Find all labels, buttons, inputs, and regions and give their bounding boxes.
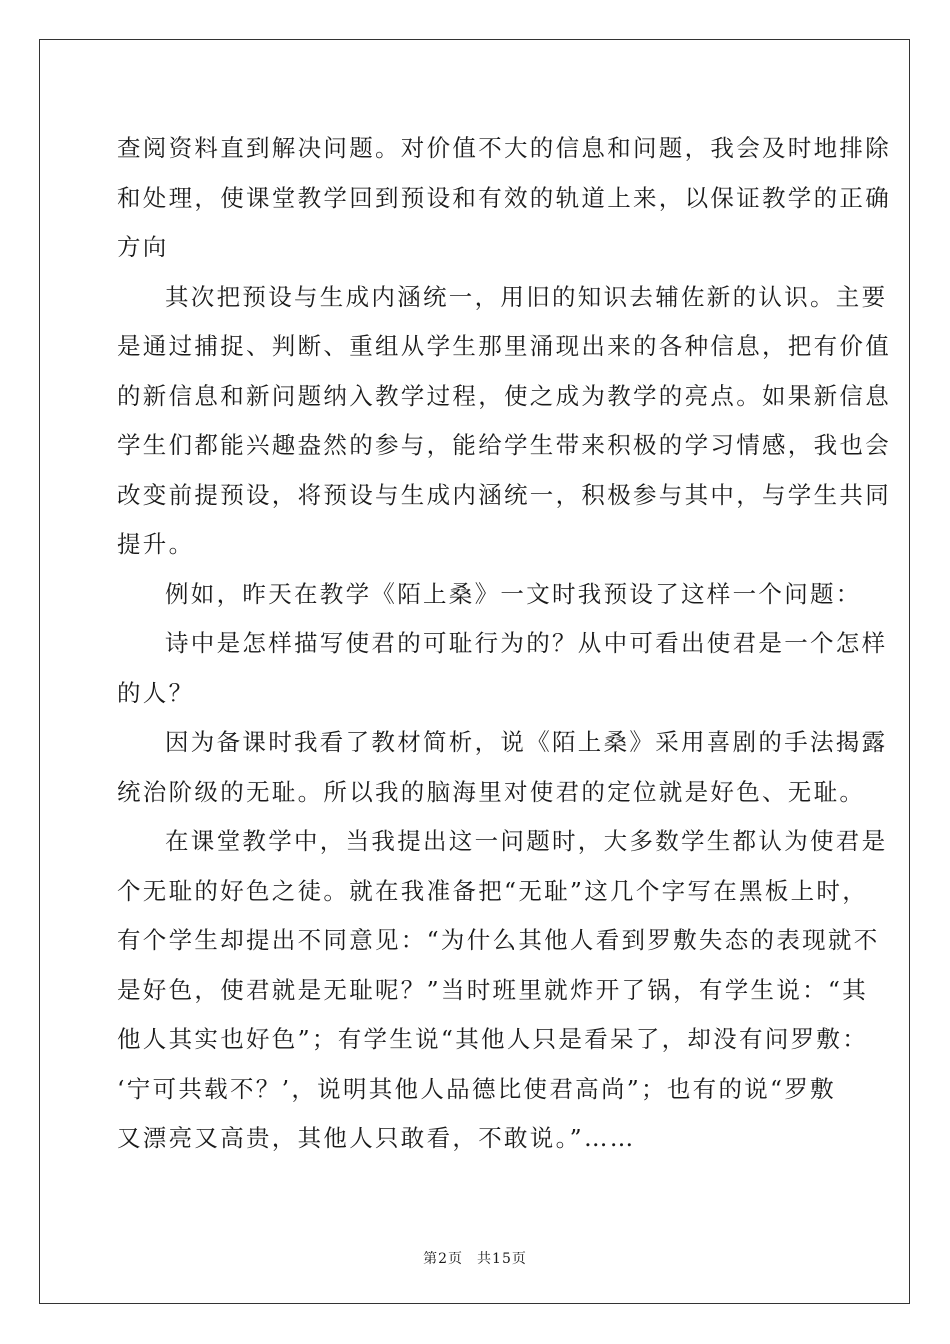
text-line: 和处理，使课堂教学回到预设和有效的轨道上来，以保证教学的正确 [117,183,891,212]
text-line: 又漂亮又高贵，其他人只敢看，不敢说。”…… [117,1124,636,1152]
text-line: 其次把预设与生成内涵统一，用旧的知识去辅佐新的认识。主要 [165,282,888,311]
text-line: 他人其实也好色”；有学生说“其他人只是看呆了，却没有问罗敷： [117,1025,869,1053]
text-line: 是好色，使君就是无耻呢？”当时班里就炸开了锅，有学生说：“其 [117,975,869,1004]
text-line: 的新信息和新问题纳入教学过程，使之成为教学的亮点。如果新信息 [117,381,891,410]
text-line: 在课堂教学中，当我提出这一问题时，大多数学生都认为使君是 [165,827,888,855]
text-line: 学生们都能兴趣盎然的参与，能给学生带来积极的学习情感，我也会 [117,431,891,459]
text-line: 例如，昨天在教学《陌上桑》一文时我预设了这样一个问题： [165,579,862,608]
page-footer [0,1248,950,1268]
text-line: 因为备课时我看了教材简析，说《陌上桑》采用喜剧的手法揭露 [165,728,888,756]
text-line: 提升。 [117,530,195,558]
text-line: 诗中是怎样描写使君的可耻行为的？从中可看出使君是一个怎样 [165,629,888,657]
text-line: 的人？ [117,678,195,707]
text-line: 查阅资料直到解决问题。对价值不大的信息和问题，我会及时地排除 [117,134,891,162]
page-number: 第2页 [423,1251,464,1267]
total-pages: 共15页 [477,1251,527,1267]
text-line: ‘宁可共载不？’，说明其他人品德比使君高尚”；也有的说“罗敷 [117,1074,836,1103]
text-line: 个无耻的好色之徒。就在我准备把“无耻”这几个字写在黑板上时， [117,876,869,905]
text-line: 改变前提预设，将预设与生成内涵统一，积极参与其中，与学生共同 [117,480,891,509]
text-line: 统治阶级的无耻。所以我的脑海里对使君的定位就是好色、无耻。 [117,777,866,806]
document-body [117,130,891,1170]
text-line: 有个学生却提出不同意见：“为什么其他人看到罗敷失态的表现就不 [117,926,880,954]
text-line: 方向 [117,233,169,261]
text-line: 是通过捕捉、判断、重组从学生那里涌现出来的各种信息，把有价值 [117,332,891,360]
